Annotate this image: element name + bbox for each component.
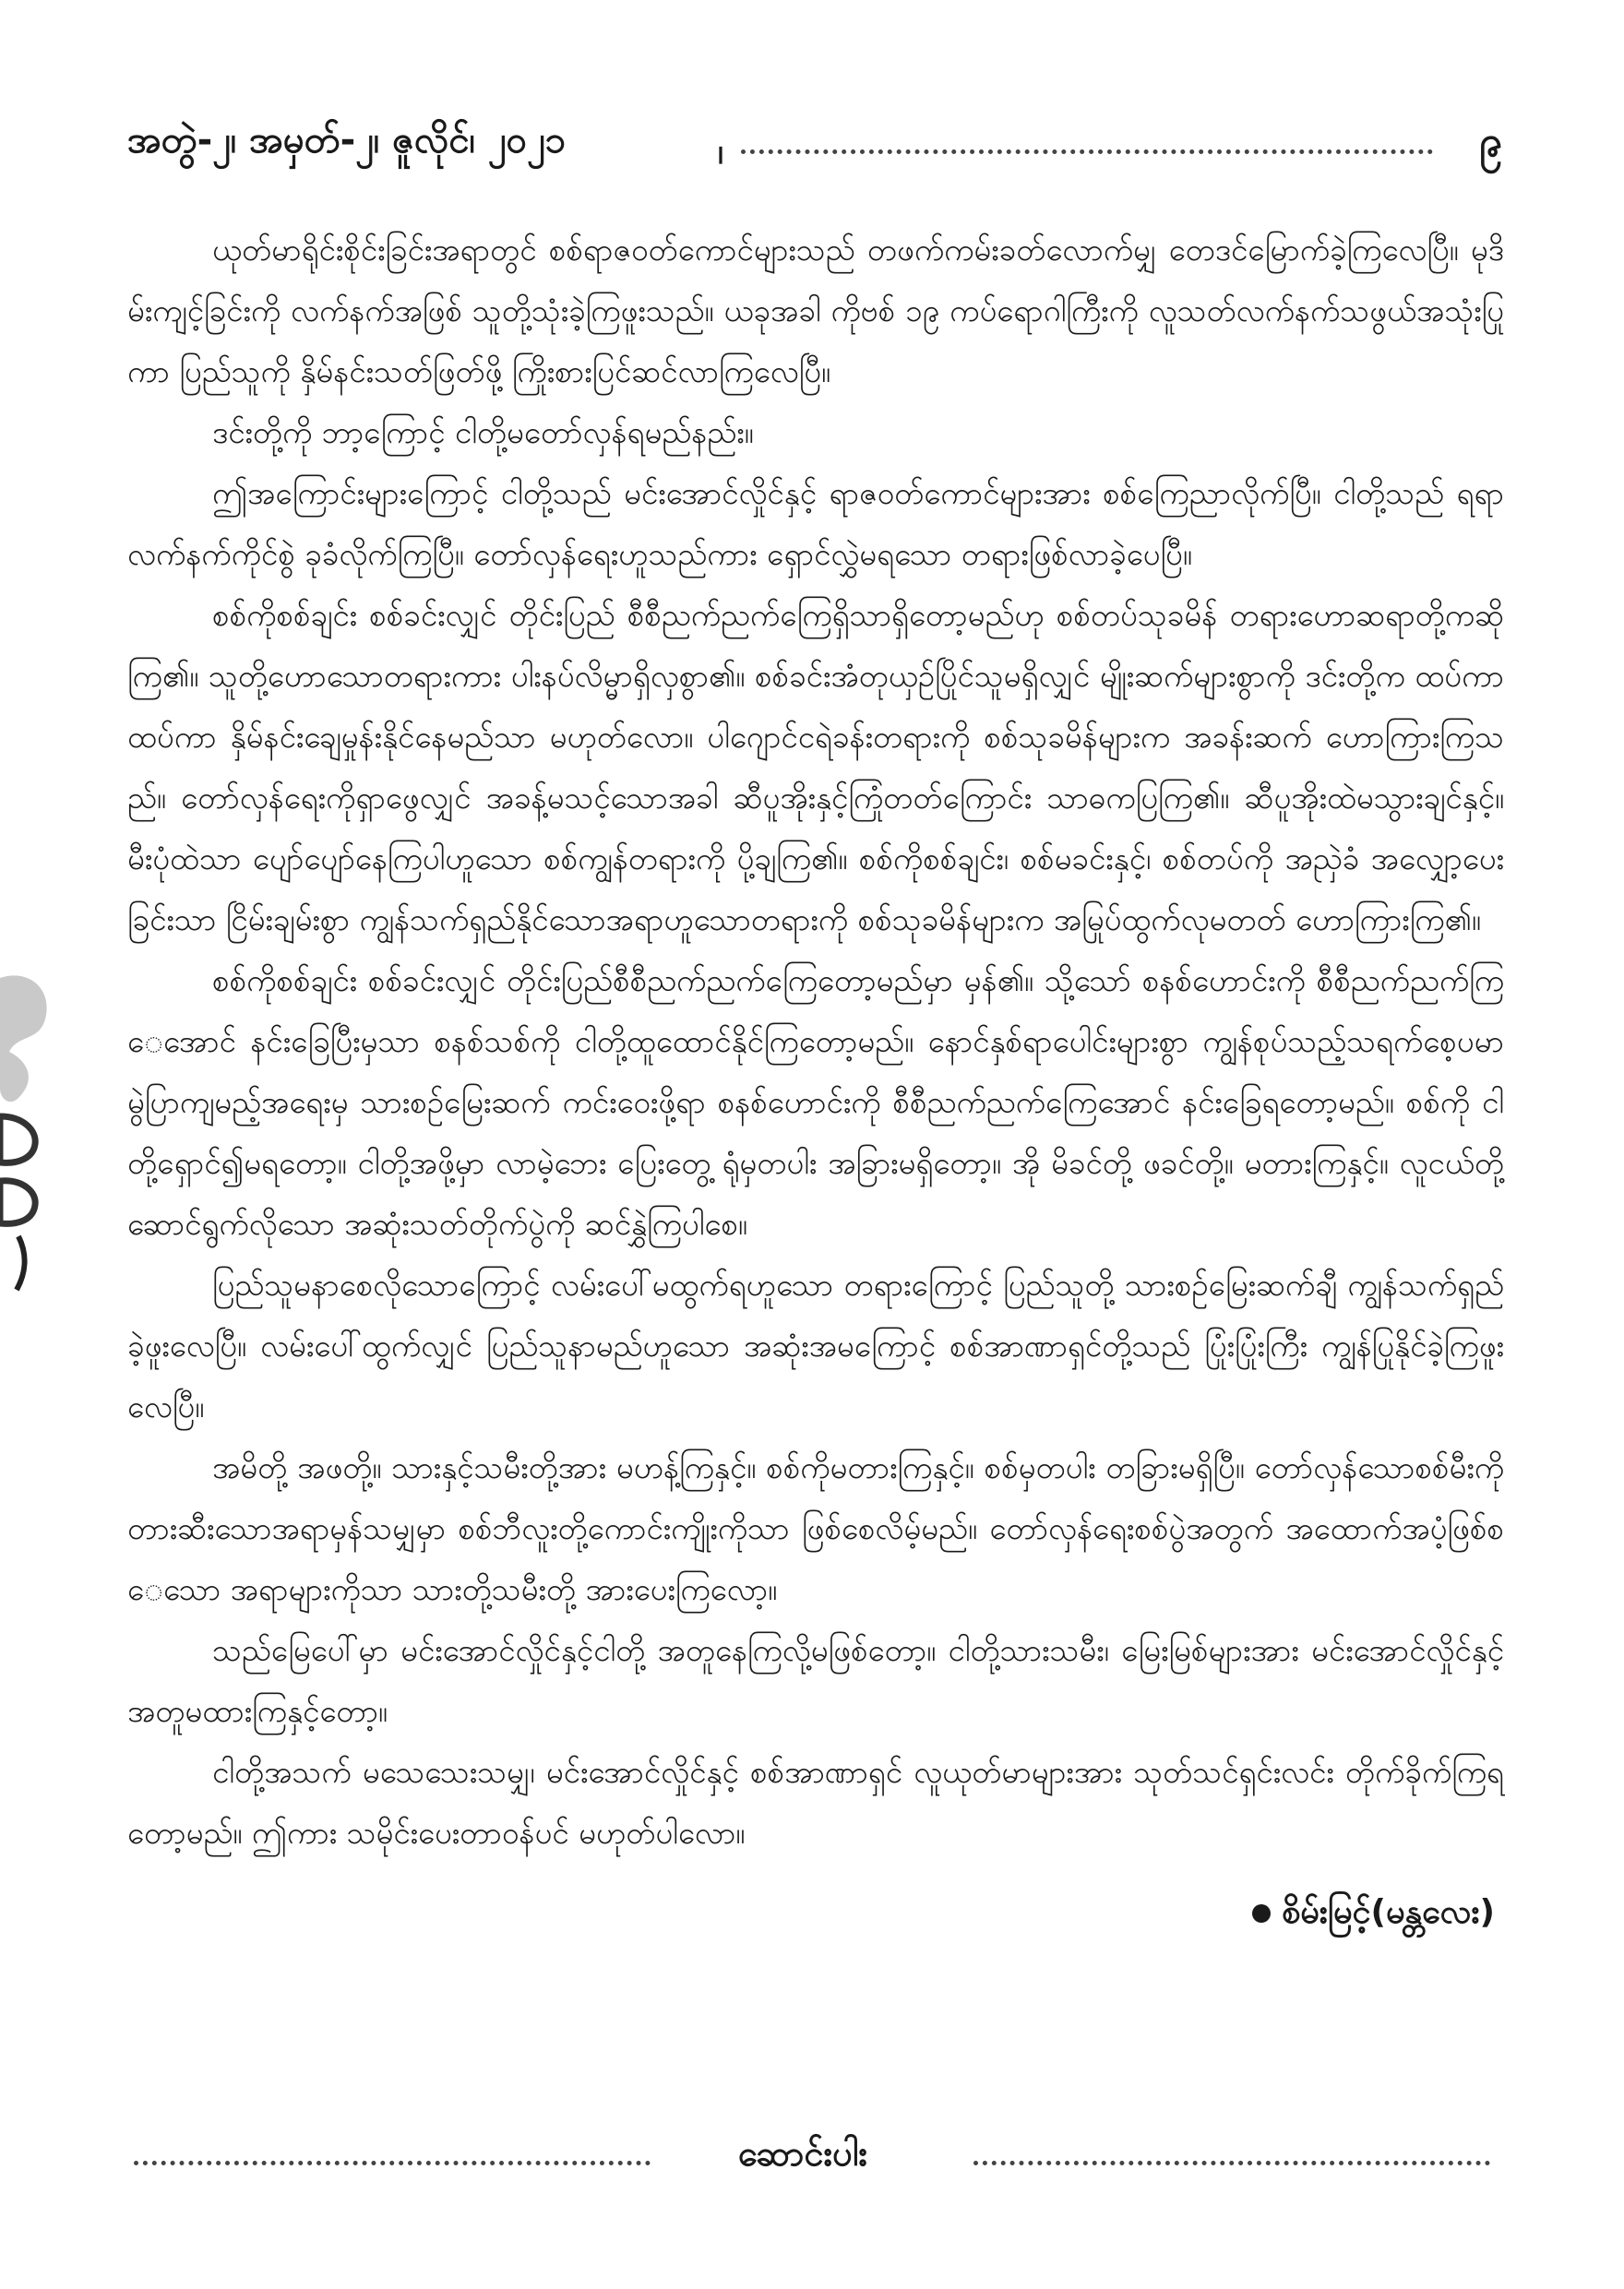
paragraph: သည်မြေပေါ်မှာ မင်းအောင်လှိုင်နှင့်ငါတို့ အတူနေကြလို့မဖြစ်တော့။ ငါတို့သားသမီး၊ မြေးမြစ်များအား မင်းအောင်လှိုင်နှင့် အတူမထားကြနှင့်တော့။ bbox=[127, 1632, 1504, 1729]
footer-dotted-rule-left bbox=[134, 2161, 651, 2165]
paragraph: ငါတို့အသက် မသေသေးသမျှ၊ မင်းအောင်လှိုင်နှင့် စစ်အာဏာရှင် လူယုတ်မာများအား သုတ်သင်ရှင်းလင်း တိုက်ခိုက်ကြရတော့မည်။ ဤကား သမိုင်းပေးတာဝန်ပင် မဟုတ်ပါလော။ bbox=[127, 1754, 1504, 1851]
paragraph: ဒင်းတို့ကို ဘာ့ကြောင့် ငါတို့မတော်လှန်ရမည်နည်း။ bbox=[212, 414, 754, 450]
article-body bbox=[127, 220, 1504, 1864]
issue-info: အတွဲ-၂၊ အမှတ်-၂၊ ဇူလိုင်၊ ၂၀၂၁ bbox=[127, 119, 567, 161]
section-label: ဆောင်းပါး bbox=[737, 2133, 868, 2174]
author-name: စိမ်းမြင့်(မန္တလေး) bbox=[1281, 1893, 1495, 1931]
paragraph: ပြည်သူမနာစေလိုသောကြောင့် လမ်းပေါ်မထွက်ရဟူသော တရားကြောင့် ပြည်သူတို့ သားစဉ်မြေးဆက်ချီ ကျွန်သက်ရှည်ခဲ့ဖူးလေပြီ။ လမ်းပေါ်ထွက်လျှင် ပြည်သူနာမည်ဟူသော အဆုံးအမကြောင့် စစ်အာဏာရှင်တို့သည် ပြုံးပြုံးကြီး ကျွန်ပြုနိုင်ခဲ့ကြဖူးလေပြီ။ bbox=[127, 1267, 1504, 1425]
paragraph: စစ်ကိုစစ်ချင်း စစ်ခင်းလျှင် တိုင်းပြည်စီစီညက်ညက်ကြေတော့မည်မှာ မှန်၏။ သို့သော် စနစ်ဟောင်းကို စီစီညက်ညက်ကြေအောင် နင်းခြေပြီးမှသာ စနစ်သစ်ကို ငါတို့ထူထောင်နိုင်ကြတော့မည်။ နောင်နှစ်ရာပေါင်းများစွာ ကျွန်စုပ်သည့်သရက်စေ့ပမာ မွဲပြာကျမည့်အရေးမှ သားစဉ်မြေးဆက် ကင်းဝေးဖို့ရာ စနစ်ဟောင်းကို စီစီညက်ညက်ကြေအောင် နင်းခြေရတော့မည်။ စစ်ကို ငါတို့ရှောင်၍မရတော့။ ငါတို့အဖို့မှာ လာမဲ့ဘေး ပြေးတွေ့ ရုံမှတပါး အခြားမရှိတော့။ အို မိခင်တို့ ဖခင်တို့။ မတားကြနှင့်။ လူငယ်တို့ဆောင်ရွက်လိုသော အဆုံးသတ်တိုက်ပွဲကို ဆင်နွှဲကြပါစေ။ bbox=[127, 962, 1504, 1242]
paragraph: ယုတ်မာရိုင်းစိုင်းခြင်းအရာတွင် စစ်ရာဇဝတ်ကောင်များသည် တဖက်ကမ်းခတ်လောက်မျှ တေဒင်မြောက်ခဲ့ကြလေပြီ။ မုဒိမ်းကျင့်ခြင်းကို လက်နက်အဖြစ် သူတို့သုံးခဲ့ကြဖူးသည်။ ယခုအခါ ကိုဗစ် ၁၉ ကပ်ရောဂါကြီးကို လူသတ်လက်နက်သဖွယ်အသုံးပြုကာ ပြည်သူကို နှိမ်နင်းသတ်ဖြတ်ဖို့ ကြိုးစားပြင်ဆင်လာကြလေပြီ။ bbox=[127, 232, 1504, 389]
paragraph: ဤအကြောင်းများကြောင့် ငါတို့သည် မင်းအောင်လှိုင်နှင့် ရာဇဝတ်ကောင်များအား စစ်ကြေညာလိုက်ပြီ။ ငါတို့သည် ရရာလက်နက်ကိုင်စွဲ ခုခံလိုက်ကြပြီ။ တော်လှန်ရေးဟူသည်ကား ရှောင်လွှဲမရသော တရားဖြစ်လာခဲ့ပေပြီ။ bbox=[127, 475, 1504, 572]
paragraph: အမိတို့ အဖတို့။ သားနှင့်သမီးတို့အား မဟန့်ကြနှင့်။ စစ်ကိုမတားကြနှင့်။ စစ်မှတပါး တခြားမရှိပြီ။ တော်လှန်သောစစ်မီးကို တားဆီးသောအရာမှန်သမျှမှာ စစ်ဘီလူးတို့ကောင်းကျိုးကိုသာ ဖြစ်စေလိမ့်မည်။ တော်လှန်ရေးစစ်ပွဲအတွက် အထောက်အပံ့ဖြစ်စေသော အရာများကိုသာ သားတို့သမီးတို့ အားပေးကြလော့။ bbox=[127, 1449, 1504, 1607]
header-dotted-rule bbox=[741, 149, 1433, 154]
page-footer bbox=[134, 2122, 1490, 2187]
page-number: ၉ bbox=[1479, 118, 1502, 165]
header-separator: ၊ bbox=[718, 130, 724, 173]
page-header bbox=[127, 109, 1511, 173]
paragraph: စစ်ကိုစစ်ချင်း စစ်ခင်းလျှင် တိုင်းပြည် စီစီညက်ညက်ကြေရှိသာရှိတော့မည်ဟု စစ်တပ်သုခမိန် တရားဟောဆရာတို့ကဆိုကြ၏။ သူတို့ဟောသောတရားကား ပါးနပ်လိမ္မာရှိလှစွာ၏။ စစ်ခင်းအံတုယှဉ်ပြိုင်သူမရှိလျှင် မျိုးဆက်များစွာကို ဒင်းတို့က ထပ်ကာထပ်ကာ နှိမ်နင်းချေမှုန်းနိုင်နေမည်သာ မဟုတ်လော။ ပါဂျောင်ငရဲခန်းတရားကို စစ်သုခမိန်များက အခန်းဆက် ဟောကြားကြသည်။ တော်လှန်ရေးကိုရှာဖွေလျှင် အခန့်မသင့်သောအခါ ဆီပူအိုးနှင့်ကြုံတတ်ကြောင်း သာဓကပြကြ၏။ ဆီပူအိုးထဲမသွားချင်နှင့်။ မီးပုံထဲသာ ပျော်ပျော်နေကြပါဟူသော စစ်ကျွန်တရားကို ပို့ချကြ၏။ စစ်ကိုစစ်ချင်း၊ စစ်မခင်းနှင့်၊ စစ်တပ်ကို အညှဲခံ အလျှော့ပေးခြင်းသာ ငြိမ်းချမ်းစွာ ကျွန်သက်ရှည်နိုင်သောအရာဟူသောတရားကို စစ်သုခမိန်များက အမြုပ်ထွက်လုမတတ် ဟောကြားကြ၏။ bbox=[127, 597, 1504, 937]
author-signature bbox=[1252, 1890, 1495, 1939]
bullet-icon bbox=[1252, 1904, 1271, 1923]
footer-dotted-rule-right bbox=[973, 2161, 1490, 2165]
margin-ornament-icon bbox=[0, 960, 55, 1292]
